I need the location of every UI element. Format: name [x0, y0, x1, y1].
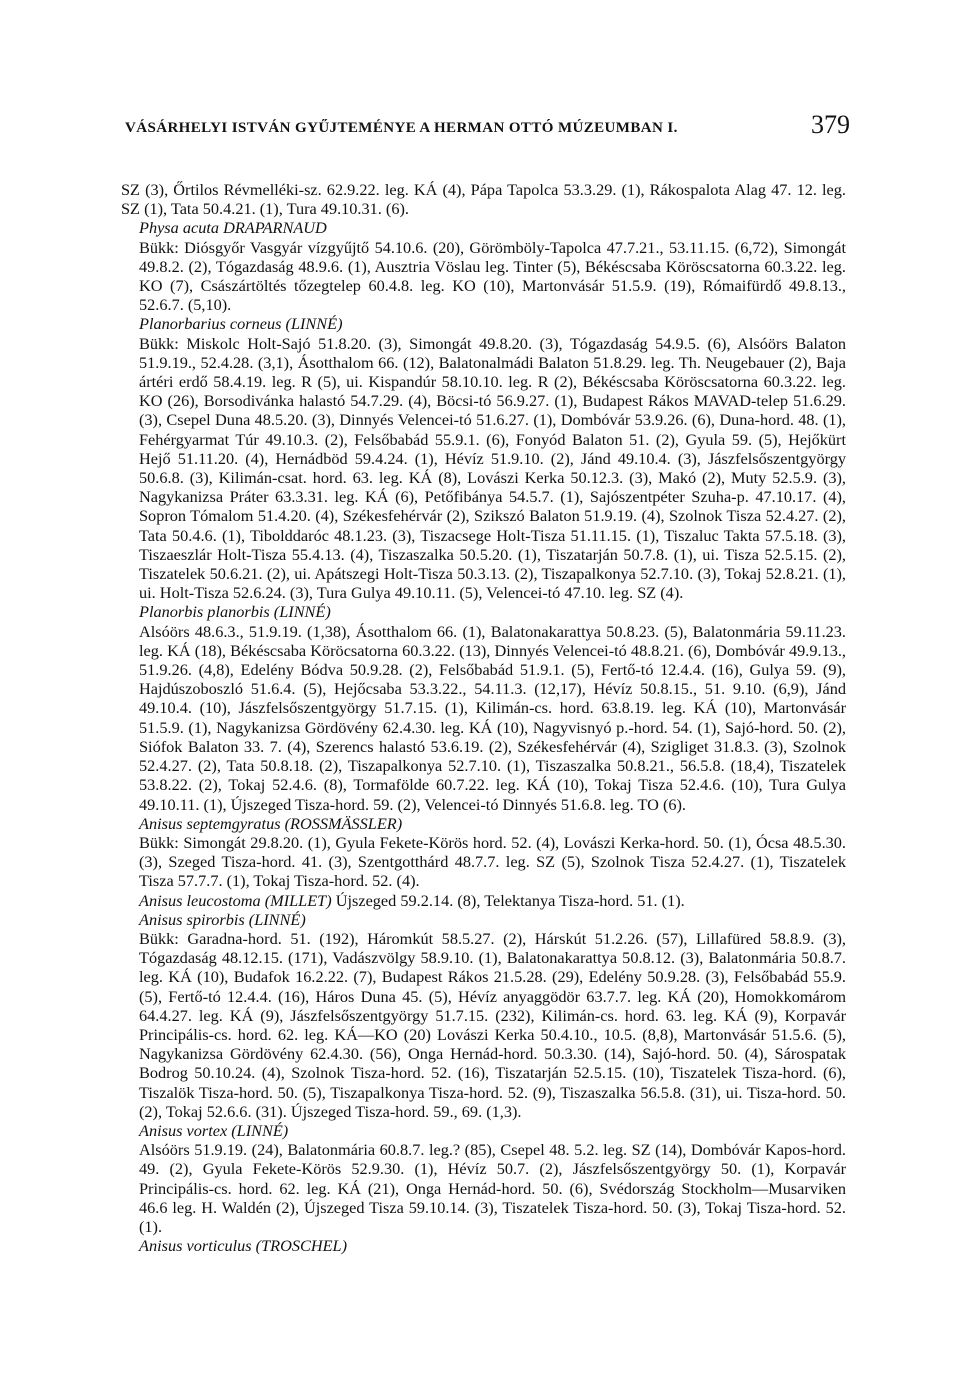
locality-text: Újszeged 59.2.14. (8), Telektanya Tisza-hord. 51. (1).: [331, 890, 685, 910]
species-heading: Anisus septemgyratus (ROSSMÄSSLER): [139, 813, 403, 833]
species-heading: Physa acuta DRAPARNAUD: [139, 218, 327, 238]
locality-paragraph: Alsóörs 48.6.3., 51.9.19. (1,38), Ásotthalom 66. (1), Balatonakarattya 50.8.23. (5), Balatonmária 59.11.23. leg. KÁ (18), Békéscsaba Köröcsatorna 60.3.22. (13), Dinnyés Velencei-tó 48.8.21. (6), Dombóvár 49.9.13., 51.9.26. (4,8), Edelény Bódva 50.9.28. (2), Felsőbabád 51.9.1. (5), Fertő-tó 12.4.4. (16), Gulya 59. (9), Hajdúszoboszló 51.6.4. (5), Hejőcsaba 53.3.22., 54.11.3. (12,17), Hévíz 50.8.15., 51. 9.10. (6,9), Jánd 49.10.4. (10), Jászfelsőszentgyörgy 51.7.15. (1), Kilimán-cs. hord. 63.8.19. leg. KÁ (10), Martonvásár 51.5.9. (1), Nagykanizsa Gördövény 62.4.30. leg. KÁ (10), Nagyvisnyó p.-hord. 54. (1), Sajó-hord. 50. (2), Siófok Balaton 33. 7. (4), Szerencs halastó 53.6.19. (2), Székesfehérvár (4), Szigliget 31.8.3. (3), Szolnok 52.4.27. (2), Tata 50.8.18. (2), Tiszapalkonya 52.7.10. (1), Tiszaszalka 50.8.21., 56.5.8. (18,4), Tiszatelek 53.8.22. (2), Tokaj 52.4.6. (8), Tormafölde 60.7.22. leg. KÁ (10), Tokaj Tisza 52.4.6. (10), Tura Gulya 49.10.11. (1), Újszeged Tisza-hord. 59. (2), Velencei-tó Dinnyés 51.6.8. leg. TO (6).: [139, 621, 846, 814]
locality-paragraph: Alsóörs 51.9.19. (24), Balatonmária 60.8.7. leg.? (85), Csepel 48. 5.2. leg. SZ (14), Dombóvár Kapos-hord. 49. (2), Gyula Fekete-Körös 52.9.30. (1), Hévíz 50.7. (2), Jászfelsőszentgyörgy 50. (1), Korpavár Principális-cs. hord. 62. leg. KÁ (21), Onga Hernád-hord. 50. (6), Svédország Stockholm—Musarviken 46.6 leg. H. Waldén (2), Újszeged Tisza 59.10.14. (3), Tiszatelek Tisza-hord. 50. (3), Tokaj Tisza-hord. 52. (1).: [139, 1140, 846, 1236]
species-heading: Anisus vortex (LINNÉ): [139, 1120, 289, 1140]
locality-paragraph: Bükk: Diósgyőr Vasgyár vízgyűjtő 54.10.6. (20), Görömböly-Tapolca 47.7.21., 53.11.15. (6,72), Simongát 49.8.2. (2), Tógazdaság 48.9.6. (1), Ausztria Vöslau leg. Tinter (5), Békéscsaba Köröscsatorna 60.3.22. leg. KO (7), Császártöltés tőzegtelep 60.4.8. leg. KO (10), Martonvásár 51.5.9. (19), Rómaifürdő 49.8.13., 52.6.7. (5,10).: [139, 237, 846, 315]
inline-species-paragraph: [121, 891, 846, 910]
locality-paragraph: Bükk: Miskolc Holt-Sajó 51.8.20. (3), Simongát 49.8.20. (3), Tógazdaság 54.9.5. (6), Alsóörs Balaton 51.9.19., 52.4.28. (3,1), Ásotthalom 66. (12), Balatonalmádi Balaton 51.8.29. leg. Th. Neugebauer (2), Baja ártéri erdő 58.4.19. leg. R (5), ui. Kispandúr 58.10.10. leg. R (2), Békéscsaba Köröscsatorna 60.3.22. leg. KO (26), Borsodivánka halastó 54.7.29. (4), Böcsi-tó 56.9.27. (1), Budapest Rákos MAVAD-telep 51.6.29. (3), Csepel Duna 48.5.20. (3), Dinnyés Velencei-tó 51.6.27. (1), Dombóvár 53.9.26. (6), Duna-hord. 48. (1), Fehérgyarmat Túr 49.10.3. (2), Felsőbabád 55.9.1. (6), Fonyód Balaton 51. (2), Gyula 59. (5), Hejőkürt Hejő 51.11.20. (4), Hernádböd 59.4.24. (1), Hévíz 51.9.10. (2), Jánd 49.10.4. (3), Jászfelsőszentgyörgy 50.6.8. (3), Kilimán-csat. hord. 63. leg. KÁ (8), Lovászi Kerka 50.12.3. (3), Makó (2), Muty 52.5.9. (3), Nagykanizsa Práter 63.3.31. leg. KÁ (6), Petőfibánya 54.5.7. (1), Sajószentpéter Szuha-p. 47.10.17. (4), Sopron Tómalom 51.4.20. (4), Székesfehérvár (2), Szikszó Balaton 51.9.19. (4), Szolnok Tisza 52.4.27. (2), Tata 50.4.6. (1), Tibolddaróc 48.1.23. (3), Tiszacsege Holt-Tisza 51.11.15. (1), Tiszaluc Takta 57.5.18. (3), Tiszaeszlár Holt-Tisza 55.4.13. (4), Tiszaszalka 50.5.20. (1), Tiszatarján 50.7.8. (1), ui. Tisza 52.5.15. (2), Tiszatelek 50.6.21. (2), ui. Apátszegi Holt-Tisza 50.3.13. (2), Tiszapalkonya 52.7.10. (3), Tokaj 52.8.21. (1), ui. Holt-Tisza 52.6.24. (3), Tura Gulya 49.10.11. (5), Velencei-tó 47.10. leg. SZ (4).: [139, 333, 846, 603]
species-heading: Anisus vorticulus (TROSCHEL): [139, 1236, 348, 1256]
locality-paragraph: Bükk: Simongát 29.8.20. (1), Gyula Fekete-Körös hord. 52. (4), Lovászi Kerka-hord. 50. (1), Ócsa 48.5.30. (3), Szeged Tisza-hord. 41. (3), Szentgotthárd 48.7.7. leg. SZ (5), Szolnok Tisza 52.4.27. (1), Tiszatelek Tisza 57.7.7. (1), Tokaj Tisza-hord. 52. (4).: [139, 832, 846, 891]
body-text: [121, 180, 846, 1255]
page-number: 379: [811, 110, 850, 139]
species-heading: Planorbis planorbis (LINNÉ): [139, 602, 331, 622]
running-title: VÁSÁRHELYI ISTVÁN GYŰJTEMÉNYE A HERMAN OTTÓ MÚZEUMBAN I.: [125, 120, 678, 136]
running-header: [125, 110, 850, 140]
paragraph-continuation: SZ (3), Őrtilos Révmelléki-sz. 62.9.22. leg. KÁ (4), Pápa Tapolca 53.3.29. (1), Rákospalota Alag 47. 12. leg. SZ (1), Tata 50.4.21. (1), Tura 49.10.31. (6).: [121, 180, 846, 219]
species-name-inline: Anisus leucostoma (MILLET): [139, 890, 332, 910]
locality-paragraph: Bükk: Garadna-hord. 51. (192), Háromkút 58.5.27. (2), Hárskút 51.2.26. (57), Lillafüred 58.8.9. (3), Tógazdaság 48.12.15. (171), Vadászvölgy 58.9.10. (1), Balatonakarattya 50.8.12. (3), Balatonmária 50.8.7. leg. KÁ (10), Budafok 16.2.22. (7), Budapest Rákos 21.5.28. (29), Edelény 50.9.28. (3), Felsőbabád 55.9. (5), Fertő-tó 12.4.4. (16), Háros Duna 45. (5), Hévíz anyaggödör 63.7.7. leg. KÁ (20), Homokkomárom 64.4.27. leg. KÁ (9), Jászfelsőszentgyörgy 51.7.15. (232), Kilimán-cs. hord. 63. leg. KÁ (9), Korpavár Principális-cs. hord. 62. leg. KÁ—KO (20) Lovászi Kerka 50.4.10., 10.5. (8,8), Martonvásár 51.5.6. (5), Nagykanizsa Gördövény 62.4.30. (56), Onga Hernád-hord. 50.3.30. (14), Sajó-hord. 50. (4), Sárospatak Bodrog 50.10.24. (4), Szolnok Tisza-hord. 52. (16), Tiszatarján 52.5.15. (10), Tiszatelek Tisza-hord. (6), Tiszalök Tisza-hord. 50. (5), Tiszapalkonya Tisza-hord. 52. (9), Tiszaszalka 56.5.8. (31), ui. Tisza-hord. 50. (2), Tokaj 52.6.6. (31). Újszeged Tisza-hord. 59., 69. (1,3).: [139, 928, 846, 1121]
species-heading: Anisus spirorbis (LINNÉ): [139, 909, 306, 929]
species-heading: Planorbarius corneus (LINNÉ): [139, 314, 343, 334]
